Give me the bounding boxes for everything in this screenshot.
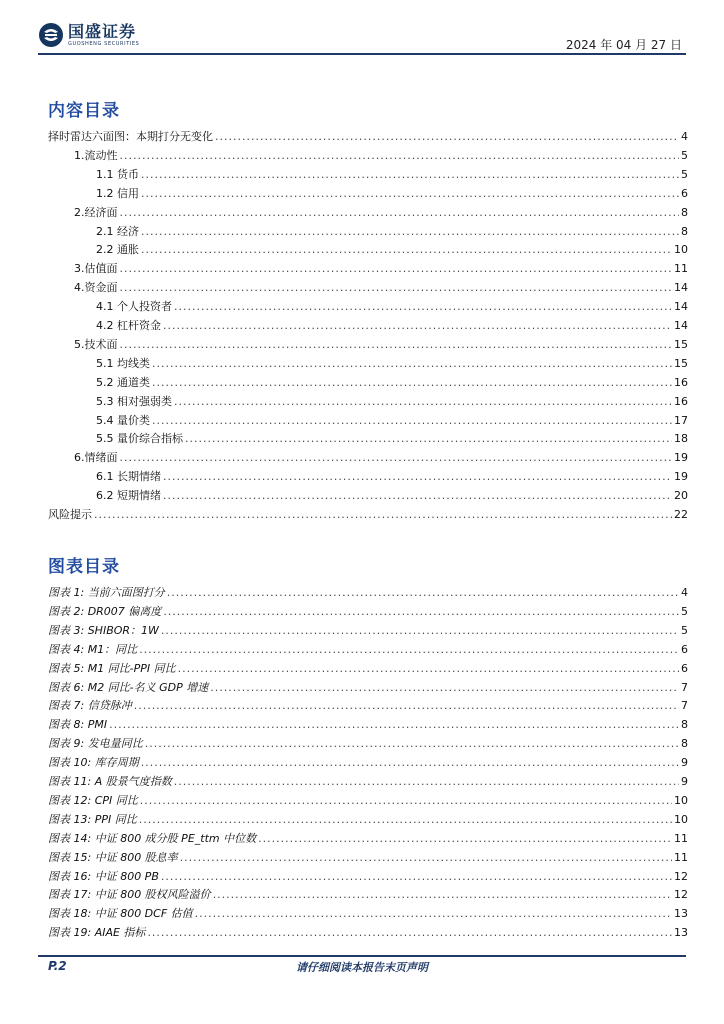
dot-leader [141,166,679,184]
toc-entry-page-number: 20 [674,489,688,503]
dot-leader [141,185,679,203]
toc-entry-page-number: 8 [681,224,688,238]
figure-entry-page-number: 11 [674,831,688,845]
figure-entry[interactable] [48,584,688,602]
figure-entry[interactable] [48,868,688,886]
figure-entry-page-number: 10 [674,812,688,826]
toc-entry-page-number: 4 [681,130,688,143]
figure-entry-page-number: 13 [674,926,688,940]
figure-entry[interactable] [48,792,688,810]
toc-entry-label: 5.4 量价类 [96,413,150,427]
toc-entry-label: 2.经济面 [74,205,118,219]
toc-entry[interactable] [48,336,688,354]
figure-entry-label: 图表 5: M1 同比-PPI 同比 [48,661,176,675]
toc-entry-label: 1.2 信用 [96,186,139,200]
dot-leader [120,147,680,165]
dot-leader [120,279,673,297]
dot-leader [161,868,672,886]
dot-leader [147,924,672,942]
dot-leader [120,260,673,278]
toc-entry-page-number: 17 [674,413,688,427]
toc-entry-page-number: 5 [681,148,688,162]
figure-entry-label: 图表 15: 中证 800 股息率 [48,850,178,864]
guosheng-logo-icon [38,22,64,48]
toc-entry[interactable] [48,393,688,411]
figure-entry-page-number: 5 [681,623,688,637]
toc-entry-label: 6.情绪面 [74,451,118,465]
toc-entry-label: 1.1 货币 [96,167,139,181]
toc-entry[interactable] [48,128,688,146]
toc-entry-page-number: 11 [674,262,688,276]
figure-entry[interactable] [48,622,688,640]
dot-leader [163,603,679,621]
toc-entry-page-number: 6 [681,186,688,200]
dot-leader [180,849,672,867]
toc-entry[interactable] [48,449,688,467]
toc-entry[interactable] [48,241,688,259]
figure-entry-label: 图表 1: 当前六面图打分 [48,586,165,599]
toc-entry[interactable] [48,166,688,184]
footer-divider [38,955,686,957]
figure-entry-label: 图表 14: 中证 800 成分股 PE_ttm 中位数 [48,831,257,845]
figure-entry-label: 图表 8: PMI [48,718,108,732]
figure-entry-label: 图表 10: 库存周期 [48,756,139,770]
dot-leader [134,697,679,715]
figure-entry-page-number: 8 [681,718,688,732]
toc-entry-page-number: 10 [674,243,688,257]
dot-leader [213,886,672,904]
brand-name-en: GUOSHENG SECURITIES [68,40,140,47]
toc-entry[interactable] [48,260,688,278]
figure-entry[interactable] [48,773,688,791]
dot-leader [152,412,672,430]
figure-entry-label: 图表 2: DR007 偏离度 [48,604,162,618]
toc-entry-page-number: 15 [674,356,688,370]
figure-entry[interactable] [48,603,688,621]
header-divider [38,53,686,55]
toc-entry-label: 4.1 个人投资者 [96,300,172,314]
figure-entry-page-number: 9 [681,756,688,770]
figure-entry-label: 图表 6: M2 同比-名义 GDP 增速 [48,680,209,694]
dot-leader [195,905,672,923]
dot-leader [167,584,679,602]
figure-entry-page-number: 5 [681,604,688,618]
toc-entry-label: 5.3 相对强弱类 [96,394,172,408]
dot-leader [163,317,672,335]
toc-entry-page-number: 19 [674,470,688,484]
dot-leader [215,128,679,146]
toc-entry[interactable] [48,355,688,373]
toc-entry-label: 2.1 经济 [96,224,139,238]
toc-entry[interactable] [48,317,688,335]
toc-entry-label: 3.估值面 [74,262,118,276]
disclaimer-note: 请仔细阅读本报告末页声明 [296,961,428,974]
figure-entry-label: 图表 3: SHIBOR：1W [48,623,159,637]
page-header [0,0,724,60]
toc-entry-label: 5.技术面 [74,337,118,351]
toc-entry-label: 1.流动性 [74,148,118,162]
toc-entry[interactable] [48,279,688,297]
toc-entry[interactable] [48,374,688,392]
toc-entry[interactable] [48,468,688,486]
figure-entry-label: 图表 18: 中证 800 DCF 估值 [48,907,193,921]
figure-entry-page-number: 11 [674,850,688,864]
toc-entry[interactable] [48,147,688,165]
figure-entry-page-number: 9 [681,775,688,788]
toc-entry[interactable] [48,506,688,524]
toc-entry-label: 6.2 短期情绪 [96,489,161,503]
figure-entry[interactable] [48,849,688,867]
toc-entry[interactable] [48,430,688,448]
figure-entry[interactable] [48,679,688,697]
figure-entry[interactable] [48,754,688,772]
figure-entry[interactable] [48,830,688,848]
figure-entry-page-number: 6 [681,661,688,675]
figure-entry-page-number: 10 [674,793,688,807]
figure-entry-page-number: 7 [681,680,688,694]
dot-leader [258,830,672,848]
dot-leader [174,298,672,316]
brand-logo [38,22,139,48]
toc-entry-label: 风险提示 [48,508,92,521]
toc-entry-page-number: 14 [674,319,688,332]
toc-entry[interactable] [48,185,688,203]
figure-entry[interactable] [48,735,688,753]
toc-entry-label: 2.2 通胀 [96,243,139,257]
dot-leader [120,204,680,222]
figure-entry-page-number: 12 [674,869,688,883]
figure-entry-label: 图表 17: 中证 800 股权风险溢价 [48,888,211,902]
figure-entry-page-number: 13 [674,907,688,921]
dot-leader [139,641,679,659]
toc-entry-label: 6.1 长期情绪 [96,470,161,484]
figure-entry-label: 图表 11: A 股景气度指数 [48,775,172,788]
figure-entry[interactable] [48,924,688,942]
dot-leader [141,754,679,772]
figure-entry-label: 图表 16: 中证 800 PB [48,869,159,883]
figure-entry-page-number: 12 [674,888,688,902]
toc-entry-label: 5.5 量价综合指标 [96,432,183,446]
dot-leader [174,773,679,791]
figure-entry-label: 图表 4: M1：同比 [48,642,138,656]
dot-leader [185,430,672,448]
toc-entry-page-number: 14 [674,300,688,314]
toc-title: 内容目录 [48,101,120,121]
toc-entry-label: 5.1 均线类 [96,356,150,370]
dot-leader [152,355,672,373]
toc-entry-page-number: 19 [674,451,688,465]
dot-leader [120,336,673,354]
figure-list-title: 图表目录 [48,557,120,577]
figure-entry[interactable] [48,811,688,829]
toc-entry-page-number: 8 [681,205,688,219]
dot-leader [139,811,672,829]
toc-entry-page-number: 14 [674,281,688,295]
brand-name-cn: 国盛证券 [68,21,137,41]
figure-entry-page-number: 7 [681,699,688,713]
toc-entry[interactable] [48,412,688,430]
dot-leader [178,660,679,678]
dot-leader [163,487,672,505]
dot-leader [152,374,672,392]
figure-entry-label: 图表 9: 发电量同比 [48,737,143,751]
dot-leader [94,506,672,524]
figure-entry[interactable] [48,641,688,659]
dot-leader [174,393,672,411]
figure-entry[interactable] [48,716,688,734]
report-date: 2024 年 04 月 27 日 [565,38,682,52]
dot-leader [145,735,679,753]
toc-entry-label: 4.2 杠杆资金 [96,319,161,332]
figure-entry[interactable] [48,697,688,715]
toc-entry[interactable] [48,223,688,241]
toc-entry-label: 择时雷达六面图：本期打分无变化 [48,130,213,143]
figure-entry[interactable] [48,905,688,923]
dot-leader [161,622,679,640]
figure-entry-label: 图表 12: CPI 同比 [48,793,138,807]
figure-entry[interactable] [48,660,688,678]
figure-entry-label: 图表 13: PPI 同比 [48,812,137,826]
toc-entry-page-number: 18 [674,432,688,446]
figure-entry-page-number: 6 [681,642,688,656]
toc-entry-page-number: 5 [681,167,688,181]
toc-entry[interactable] [48,487,688,505]
figure-entry-page-number: 4 [681,586,688,599]
figure-entry-label: 图表 7: 信贷脉冲 [48,699,132,713]
toc-entry[interactable] [48,204,688,222]
toc-entry-page-number: 22 [674,508,688,521]
toc-entry[interactable] [48,298,688,316]
page-number: P.2 [48,959,67,973]
figure-entry[interactable] [48,886,688,904]
dot-leader [140,792,672,810]
toc-entry-page-number: 16 [674,375,688,389]
dot-leader [210,679,679,697]
dot-leader [163,468,672,486]
dot-leader [141,241,672,259]
dot-leader [141,223,679,241]
figure-entry-page-number: 8 [681,737,688,751]
toc-entry-page-number: 16 [674,394,688,408]
dot-leader [120,449,673,467]
toc-entry-label: 5.2 通道类 [96,375,150,389]
toc-entry-label: 4.资金面 [74,281,118,295]
figure-entry-label: 图表 19: AIAE 指标 [48,926,146,940]
toc-entry-page-number: 15 [674,337,688,351]
dot-leader [109,716,679,734]
